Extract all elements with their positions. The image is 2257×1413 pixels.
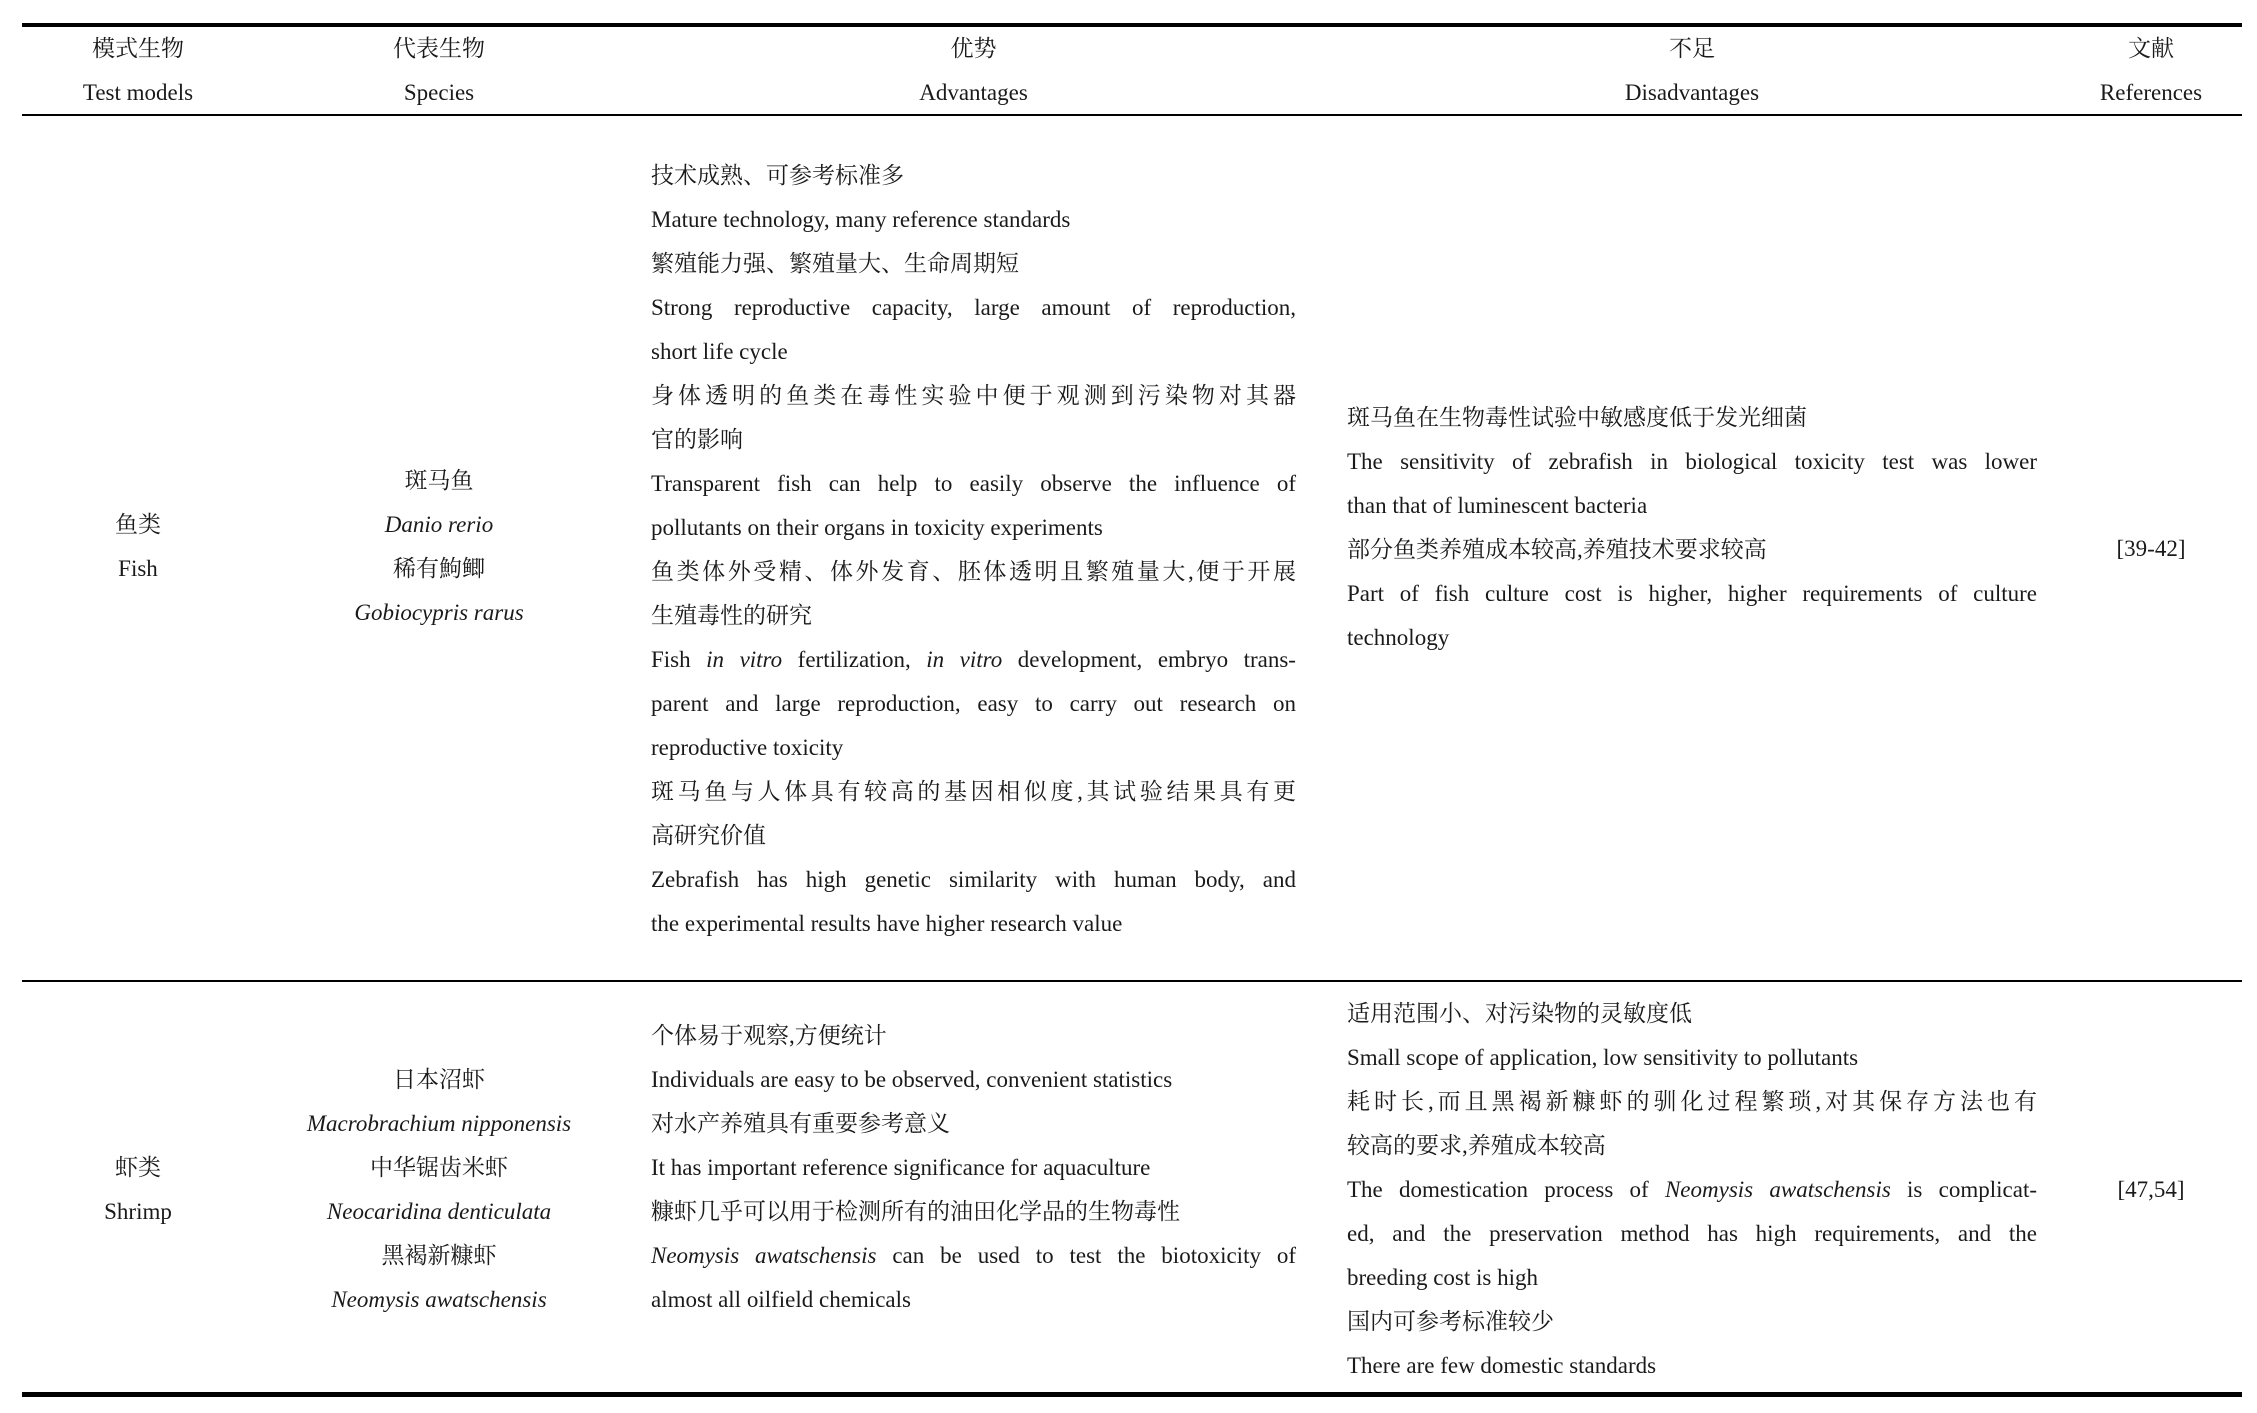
disadvantage-line: breeding cost is high — [1347, 1265, 1538, 1290]
advantage-line: 官的影响 — [651, 427, 743, 452]
disadvantage-line: ed, and the preservation method has high requirements, and the — [1347, 1221, 2037, 1246]
row-shrimp-model — [22, 1146, 254, 1234]
disadvantage-line: 斑马鱼在生物毒性试验中敏感度低于发光细菌 — [1347, 405, 1807, 430]
advantage-line: 斑马鱼与人体具有较高的基因相似度,其试验结果具有更 — [651, 779, 1296, 804]
header-test-models — [22, 27, 254, 115]
advantage-line: short life cycle — [651, 339, 788, 364]
table-bottom-rule — [22, 1392, 2242, 1397]
advantage-line: It has important reference significance for aquaculture — [651, 1155, 1151, 1180]
advantage-line: 身体透明的鱼类在毒性实验中便于观测到污染物对其器 — [651, 383, 1296, 408]
advantage-line: 个体易于观察,方便统计 — [651, 1023, 887, 1048]
reference-citation: [47,54] — [2117, 1177, 2185, 1202]
header-disadvantages — [1347, 27, 2037, 115]
row-fish-advantages — [651, 154, 1296, 946]
disadvantage-line: technology — [1347, 625, 1450, 650]
species-latin: Danio rerio — [384, 512, 494, 537]
model-zh: 虾类 — [115, 1155, 161, 1180]
species-zh: 斑马鱼 — [404, 468, 474, 493]
row-fish-disadvantages — [1347, 396, 2037, 660]
advantage-line: 技术成熟、可参考标准多 — [651, 163, 904, 188]
advantage-line: almost all oilfield chemicals — [651, 1287, 911, 1312]
advantage-line: the experimental results have higher research value — [651, 911, 1123, 936]
disadvantage-line: 较高的要求,养殖成本较高 — [1347, 1133, 1606, 1158]
advantage-line: Strong reproductive capacity, large amount of reproduction, — [651, 295, 1296, 320]
header-zh: 优势 — [950, 36, 997, 61]
header-en: References — [2099, 80, 2203, 105]
header-species — [274, 27, 604, 115]
advantage-line: 鱼类体外受精、体外发育、胚体透明且繁殖量大,便于开展 — [651, 559, 1296, 584]
model-en: Fish — [118, 556, 158, 581]
disadvantage-line: Part of fish culture cost is higher, higher requirements of culture — [1347, 581, 2037, 606]
disadvantage-line: Small scope of application, low sensitivity to pollutants — [1347, 1045, 1859, 1070]
row-shrimp-species — [274, 1058, 604, 1322]
header-en: Species — [403, 80, 475, 105]
disadvantage-line: 国内可参考标准较少 — [1347, 1309, 1554, 1334]
disadvantage-line: 适用范围小、对污染物的灵敏度低 — [1347, 1001, 1692, 1026]
model-en: Shrimp — [104, 1199, 172, 1224]
reference-citation: [39-42] — [2116, 536, 2186, 561]
header-zh: 代表生物 — [393, 36, 485, 61]
advantage-line: Transparent fish can help to easily observe the influence of — [651, 471, 1296, 496]
row-shrimp-advantages — [651, 1014, 1296, 1322]
disadvantage-line: The sensitivity of zebrafish in biological toxicity test was lower — [1347, 449, 2037, 474]
advantage-line: Individuals are easy to be observed, convenient statistics — [651, 1067, 1173, 1092]
disadvantage-line: There are few domestic standards — [1347, 1353, 1657, 1378]
species-zh: 稀有鮈鲫 — [393, 556, 485, 581]
advantage-line: 生殖毒性的研究 — [651, 603, 812, 628]
row-fish-model — [22, 503, 254, 591]
advantage-line: 高研究价值 — [651, 823, 766, 848]
disadvantage-line: 部分鱼类养殖成本较高,养殖技术要求较高 — [1347, 537, 1767, 562]
advantage-line: pollutants on their organs in toxicity experiments — [651, 515, 1103, 540]
row-fish-references — [2060, 527, 2242, 571]
disadvantage-line: than that of luminescent bacteria — [1347, 493, 1648, 518]
advantage-line: 糠虾几乎可以用于检测所有的油田化学品的生物毒性 — [651, 1199, 1180, 1224]
advantage-line: Zebrafish has high genetic similarity with human body, and — [651, 867, 1296, 892]
species-zh: 日本沼虾 — [393, 1067, 485, 1092]
disadvantage-line-with-italics: The domestication process of Neomysis awatschensis is complicat- — [1347, 1177, 2037, 1202]
species-latin: Neomysis awatschensis — [331, 1287, 547, 1312]
row-fish-species — [274, 459, 604, 635]
row-shrimp-references — [2060, 1168, 2242, 1212]
advantage-line-with-italics: Neomysis awatschensis can be used to test the biotoxicity of — [651, 1243, 1296, 1268]
advantage-line: parent and large reproduction, easy to carry out research on — [651, 691, 1296, 716]
species-zh: 中华锯齿米虾 — [370, 1155, 508, 1180]
header-en: Advantages — [919, 80, 1028, 105]
header-zh: 文献 — [2128, 36, 2174, 61]
model-zh: 鱼类 — [115, 512, 161, 537]
header-zh: 模式生物 — [92, 36, 184, 61]
species-latin: Macrobrachium nipponensis — [306, 1111, 572, 1136]
advantage-line: 对水产养殖具有重要参考意义 — [651, 1111, 950, 1136]
header-en: Disadvantages — [1624, 80, 1760, 105]
row-shrimp-disadvantages — [1347, 992, 2037, 1388]
advantage-line: 繁殖能力强、繁殖量大、生命周期短 — [651, 251, 1019, 276]
table-row-divider — [22, 980, 2242, 982]
species-latin: Neocaridina denticulata — [326, 1199, 552, 1224]
header-en: Test models — [82, 80, 194, 105]
header-zh: 不足 — [1669, 36, 1715, 61]
advantage-line-with-italics: Fish in vitro fertilization, in vitro development, embryo trans- — [651, 647, 1296, 672]
header-advantages — [651, 27, 1296, 115]
advantage-line: Mature technology, many reference standards — [651, 207, 1071, 232]
species-zh: 黑褐新糠虾 — [381, 1243, 497, 1268]
header-references — [2060, 27, 2242, 115]
disadvantage-line: 耗时长,而且黑褐新糠虾的驯化过程繁琐,对其保存方法也有 — [1347, 1089, 2037, 1114]
advantage-line: reproductive toxicity — [651, 735, 844, 760]
species-latin: Gobiocypris rarus — [354, 600, 524, 625]
